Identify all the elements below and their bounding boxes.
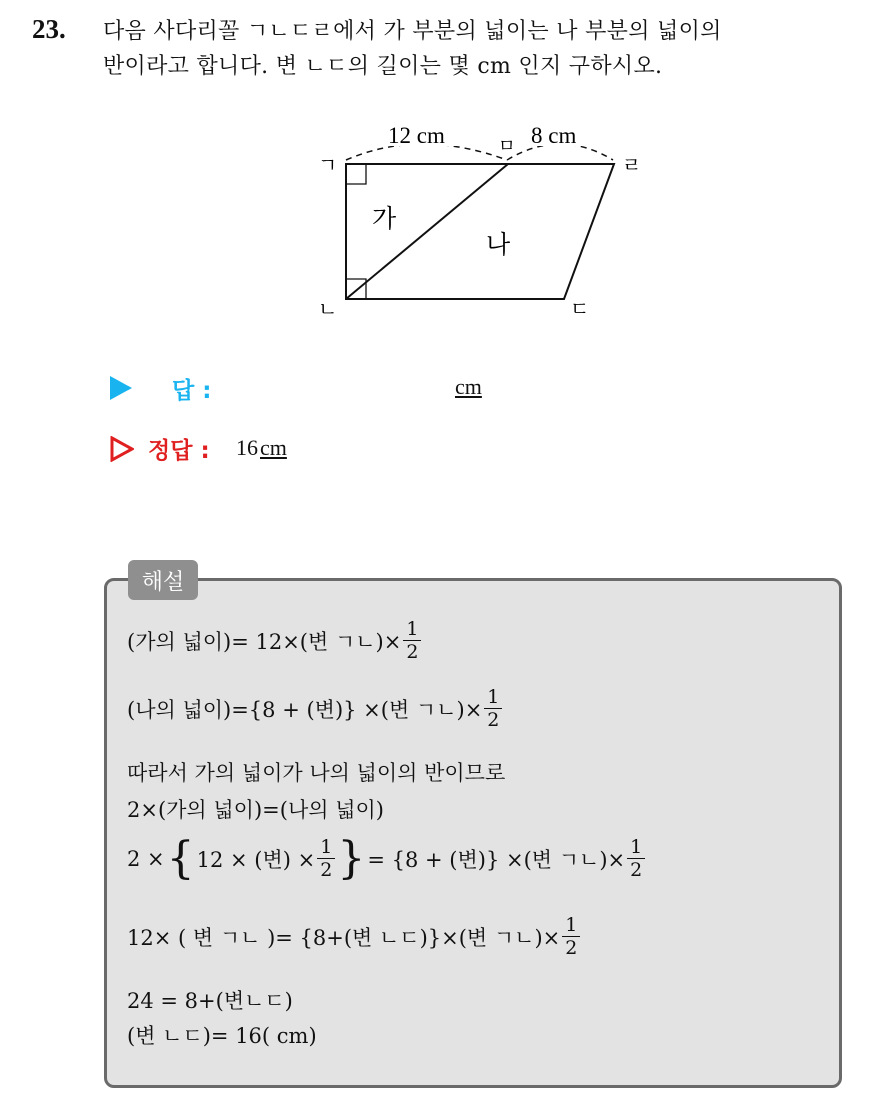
solution-line-3: 따라서 가의 넓이가 나의 넓이의 반이므로 [127,761,506,785]
solution-tab: 해설 [128,560,198,600]
fraction-half: $\frac{1}{2}$ [403,618,421,663]
solution-line-4: 2×(가의 넓이)=(나의 넓이) [127,798,384,822]
play-triangle-icon [110,376,132,400]
solution-line-2-text: (나의 넓이)={8 + (변)} ×(변 ㄱㄴ)× [127,697,483,722]
solution-line-5-prefix: 2 × [127,846,165,871]
right-angle-mark-top [346,164,366,184]
fraction-half: $\frac{1}{2}$ [562,914,580,959]
solution-line-5-rhs: = {8 + (변)} ×(변 ㄱㄴ)× [367,847,626,872]
question-number: 23. [32,14,66,44]
fraction-half: $\frac{1}{2}$ [484,686,502,731]
correct-answer-label: 정답 : [148,438,210,464]
question-line-1: 다음 사다리꼴 ㄱㄴㄷㄹ에서 가 부분의 넓이는 나 부분의 넓이의 [103,19,722,44]
trapezoid-figure [300,110,660,320]
solution-line-5-inner: 12 × (변) × [196,847,316,872]
vertex-label-giyeok: ㄱ [318,153,338,177]
correct-answer-value [236,435,287,461]
dimension-label-8cm: 8 cm [531,123,577,148]
diagonal-line [346,164,508,299]
answer-blank-unit: cm [455,374,482,399]
fraction-half: $\frac{1}{2}$ [317,836,335,881]
solution-line-7: 24 = 8+(변ㄴㄷ) [127,989,293,1013]
solution-line-5 [127,832,645,884]
solution-line-6-text: 12× ( 변 ㄱㄴ )= {8+(변 ㄴㄷ)}×(변 ㄱㄴ)× [127,925,561,950]
right-brace: } [337,832,366,884]
correct-answer-number: 16 [236,435,258,460]
question-text [103,14,873,84]
vertex-label-rieul: ㄹ [622,153,642,177]
vertex-label-mieum: ㅁ [498,136,516,157]
outline-triangle-icon [110,436,134,462]
vertex-label-digeut: ㄷ [570,297,590,320]
solution-line-1-text: (가의 넓이)= 12×(변 ㄱㄴ)× [127,629,402,654]
solution-line-6 [127,914,580,959]
region-label-na: 나 [486,230,511,259]
solution-line-1 [127,618,421,663]
solution-line-2 [127,686,502,731]
question-line-2: 반이라고 합니다. 변 ㄴㄷ의 길이는 몇 cm 인지 구하시오. [103,54,663,79]
fraction-half: $\frac{1}{2}$ [627,836,645,881]
dimension-label-12cm: 12 cm [388,123,445,148]
left-brace: { [166,832,195,884]
region-label-ga: 가 [372,204,397,233]
answer-label: 답 : [172,378,212,404]
vertex-label-nieun: ㄴ [318,297,338,320]
solution-line-8: (변 ㄴㄷ)= 16( cm) [127,1024,317,1048]
correct-answer-unit: cm [260,435,287,460]
